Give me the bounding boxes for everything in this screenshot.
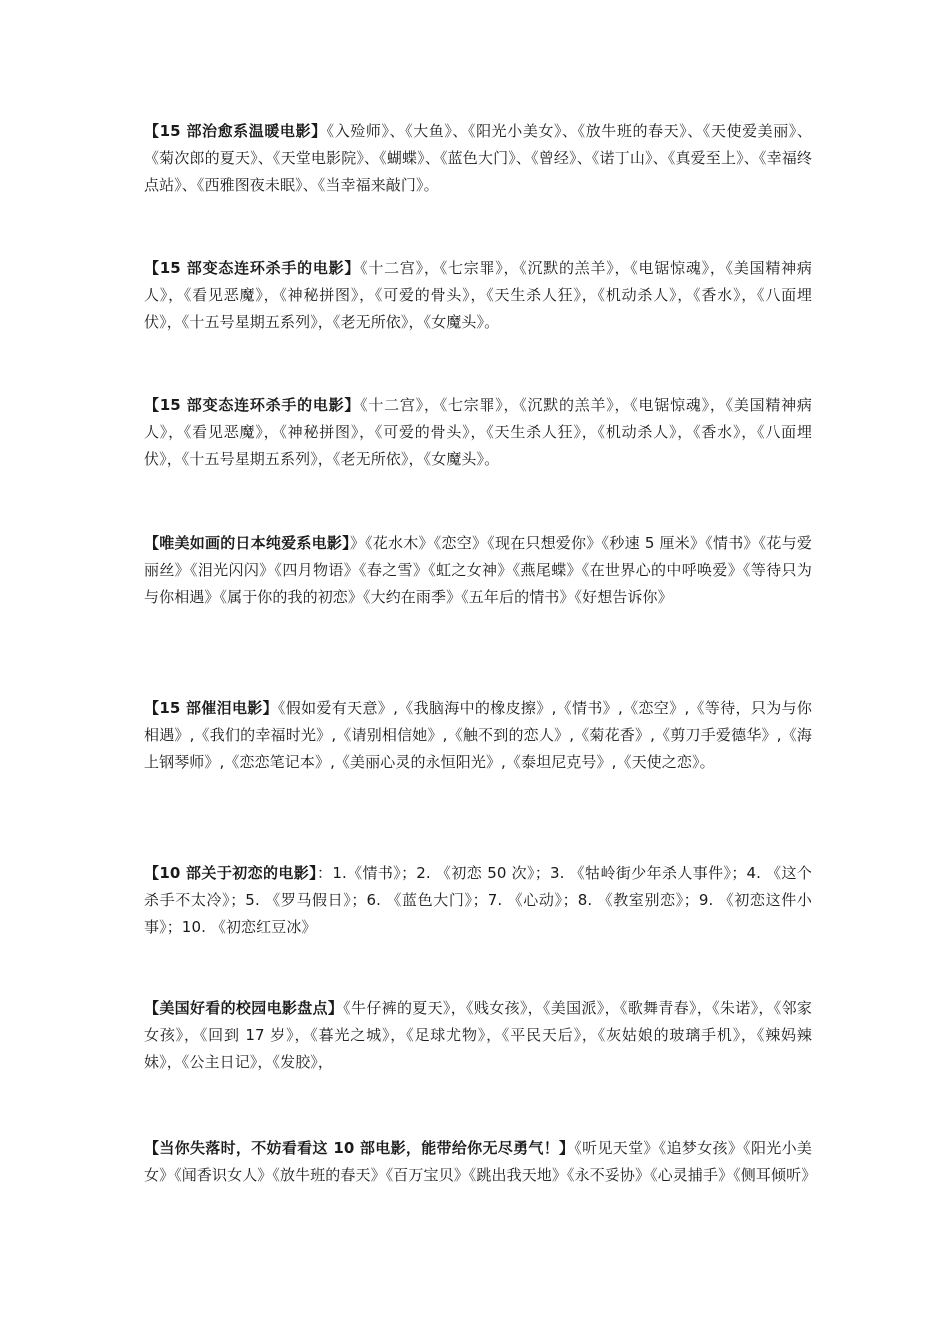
movie-list-paragraph-healing [144, 118, 812, 199]
paragraph-heading: 【当你失落时，不妨看看这 10 部电影，能带给你无尽勇气！】 [144, 1139, 575, 1157]
movie-list-paragraph-serial-killer [144, 255, 812, 336]
movie-list-paragraph-tearjerker [144, 695, 812, 776]
paragraph-heading: 【15 部催泪电影】 [144, 699, 278, 717]
movie-list-paragraph-us-campus [144, 995, 812, 1076]
paragraph-heading: 【15 部变态连环杀手的电影】 [144, 396, 361, 414]
paragraph-heading: 【10 部关于初恋的电影】 [144, 864, 317, 882]
movie-list-paragraph-courage [144, 1135, 817, 1189]
paragraph-heading: 【15 部变态连环杀手的电影】 [144, 259, 361, 277]
movie-list-paragraph-first-love [144, 860, 812, 941]
paragraph-body: 《听见天堂》《追梦女孩》《阳光小美女》《闻香识女人》《放牛班的春天》《百万宝贝》《跳出我天地》《永不妥协》《心灵捕手》《侧耳倾听》 [144, 1139, 817, 1184]
paragraph-body: 《假如爱有天意》,《我脑海中的橡皮擦》,《情书》,《恋空》,《等待，只为与你相遇》,《我们的幸福时光》,《请别相信她》,《触不到的恋人》,《菊花香》,《剪刀手爱德华》,《海上钢琴师》,《恋恋笔记本》,《美丽心灵的永恒阳光》,《泰坦尼克号》,《天使之恋》。 [144, 699, 812, 771]
paragraph-body: 《十二宫》，《七宗罪》，《沉默的羔羊》，《电锯惊魂》，《美国精神病人》，《看见恶魔》，《神秘拼图》，《可爱的骨头》，《天生杀人狂》，《机动杀人》，《香水》，《八面埋伏》，《十五号星期五系列》，《老无所依》，《女魔头》。 [144, 396, 812, 468]
paragraph-heading: 【美国好看的校园电影盘点】 [144, 999, 344, 1017]
movie-list-paragraph-japanese-romance [144, 530, 812, 611]
paragraph-body: 《入殓师》、《大鱼》、《阳光小美女》、《放牛班的春天》、《天使爱美丽》、《菊次郎的夏天》、《天堂电影院》、《蝴蝶》、《蓝色大门》、《曾经》、《诺丁山》、《真爱至上》、《幸福终点站》、《西雅图夜未眠》、《当幸福来敲门》。 [144, 122, 812, 194]
paragraph-body: 》《花水木》《恋空》《现在只想爱你》《秒速 5 厘米》《情书》《花与爱丽丝》《泪光闪闪》《四月物语》《春之雪》《虹之女神》《燕尾蝶》《在世界心的中呼唤爱》《等待只为与你相遇》《属于你的我的初恋》《大约在雨季》《五年后的情书》《好想告诉你》 [144, 534, 812, 606]
movie-list-paragraph-serial-killer-repeat [144, 392, 812, 473]
paragraph-body: 《十二宫》，《七宗罪》，《沉默的羔羊》，《电锯惊魂》，《美国精神病人》，《看见恶魔》，《神秘拼图》，《可爱的骨头》，《天生杀人狂》，《机动杀人》，《香水》，《八面埋伏》，《十五号星期五系列》，《老无所依》，《女魔头》。 [144, 259, 812, 331]
paragraph-heading: 【唯美如画的日本纯爱系电影】 [144, 534, 350, 552]
paragraph-body: 《牛仔裤的夏天》，《贱女孩》，《美国派》，《歌舞青春》，《朱诺》，《邻家女孩》，《回到 17 岁》，《暮光之城》，《足球尤物》，《平民天后》，《灰姑娘的玻璃手机》，《辣妈辣妹》，《公主日记》，《发胶》， [144, 999, 812, 1071]
paragraph-body: ：1.《情书》；2. 《初恋 50 次》；3. 《牯岭街少年杀人事件》；4. 《这个杀手不太冷》；5. 《罗马假日》；6. 《蓝色大门》；7. 《心动》；8. 《教室别恋》；9. 《初恋这件小事》；10. 《初恋红豆冰》 [144, 864, 812, 936]
paragraph-heading: 【15 部治愈系温暖电影】 [144, 122, 327, 140]
